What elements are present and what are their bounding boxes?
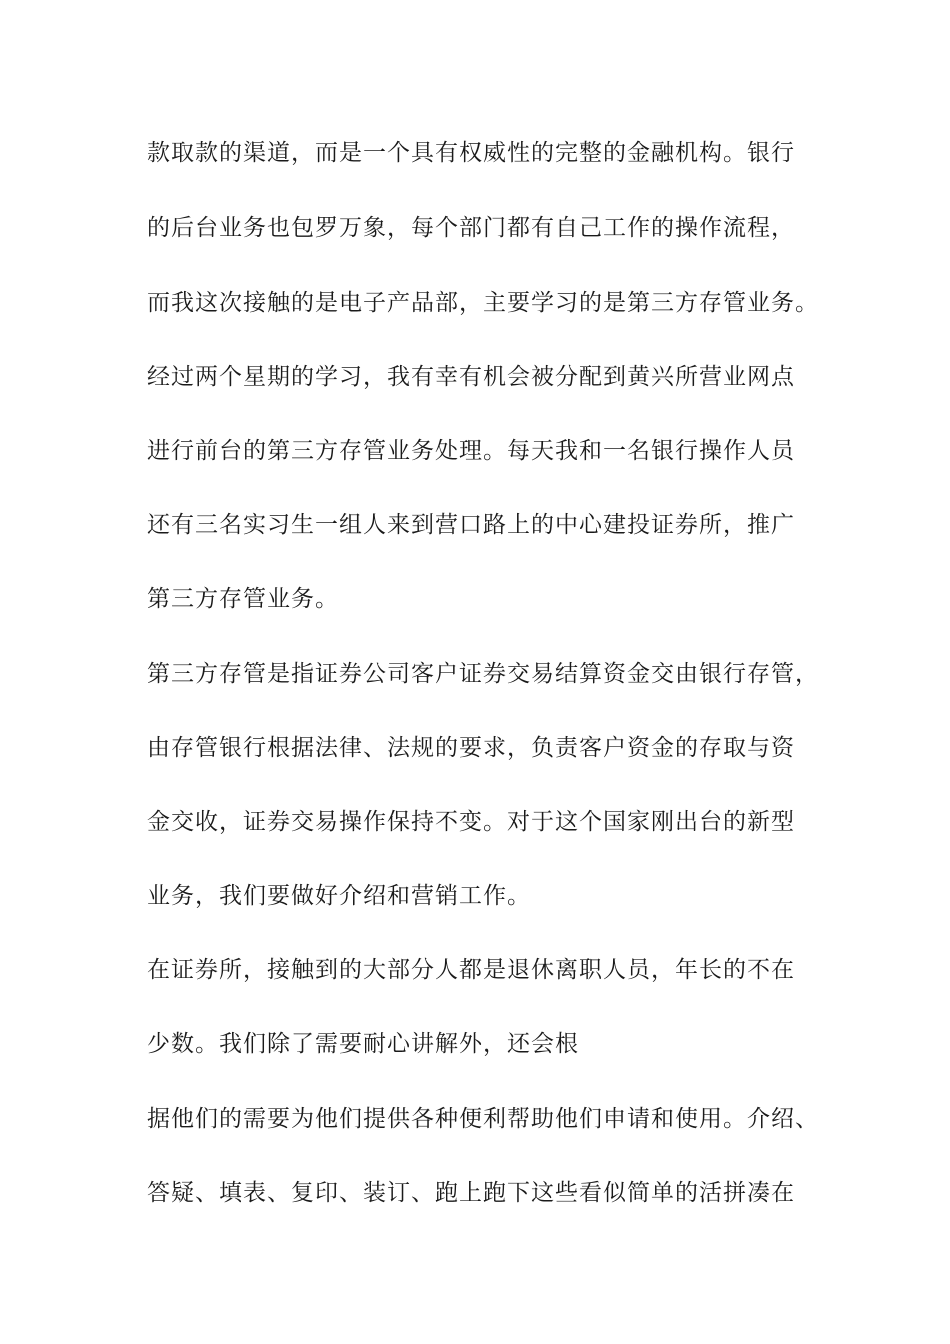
text-line: 由存管银行根据法律、法规的要求，负责客户资金的存取与资 xyxy=(147,735,795,761)
text-line: 在证券所，接触到的大部分人都是退休离职人员，年长的不在 xyxy=(147,957,795,983)
text-line: 而我这次接触的是电子产品部，主要学习的是第三方存管业务。 xyxy=(147,290,819,316)
text-line: 的后台业务也包罗万象，每个部门都有自己工作的操作流程， xyxy=(147,215,795,241)
text-line: 第三方存管业务。 xyxy=(147,586,339,612)
text-line: 款取款的渠道，而是一个具有权威性的完整的金融机构。银行 xyxy=(147,140,795,166)
text-line: 少数。我们除了需要耐心讲解外，还会根 xyxy=(147,1031,579,1057)
text-line: 据他们的需要为他们提供各种便利帮助他们申请和使用。介绍、 xyxy=(147,1106,819,1132)
text-line: 还有三名实习生一组人来到营口路上的中心建投证券所，推广 xyxy=(147,512,795,538)
text-line: 金交收，证券交易操作保持不变。对于这个国家刚出台的新型 xyxy=(147,809,795,835)
text-line: 第三方存管是指证券公司客户证券交易结算资金交由银行存管， xyxy=(147,661,819,687)
text-line: 答疑、填表、复印、装订、跑上跑下这些看似简单的活拼凑在 xyxy=(147,1180,795,1206)
text-line: 经过两个星期的学习，我有幸有机会被分配到黄兴所营业网点 xyxy=(147,364,795,390)
text-line: 进行前台的第三方存管业务处理。每天我和一名银行操作人员 xyxy=(147,438,795,464)
text-line: 业务，我们要做好介绍和营销工作。 xyxy=(147,883,531,909)
